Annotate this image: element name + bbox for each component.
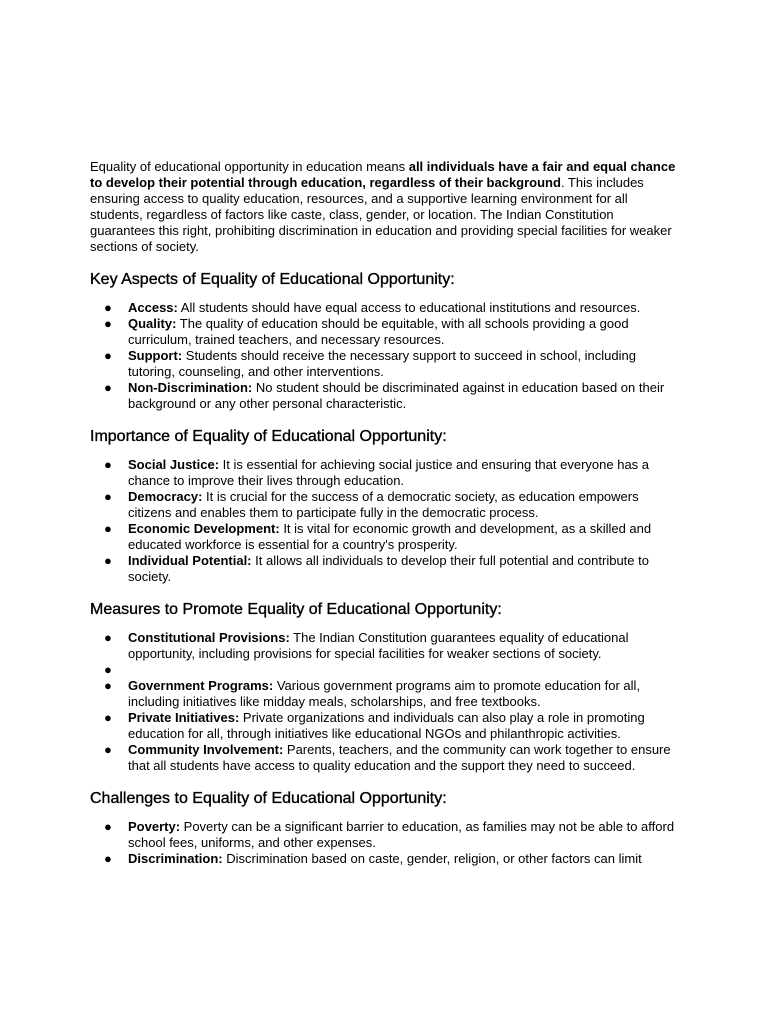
list-item: [90, 630, 682, 662]
item-text: Discrimination based on caste, gender, religion, or other factors can limit: [222, 851, 642, 866]
list-item: [90, 819, 682, 851]
bullet-icon: ●: [104, 457, 112, 472]
heading-importance: Importance of Equality of Educational Opportunity:: [90, 428, 447, 445]
bullet-icon: ●: [104, 300, 112, 315]
item-text: Parents, teachers, and the community can work together to ensure that all students have access to quality education and the support they need to succeed.: [128, 742, 671, 773]
list-item: [90, 710, 682, 742]
item-text: It allows all individuals to develop their full potential and contribute to society.: [128, 553, 649, 584]
item-text: Various government programs aim to promote education for all, including initiatives like midday meals, scholarships, and free textbooks.: [128, 678, 641, 709]
list-item: [90, 380, 682, 412]
list-item-empty: [90, 662, 682, 678]
list-item: [90, 489, 682, 521]
heading-measures: Measures to Promote Equality of Educational Opportunity:: [90, 601, 502, 618]
item-term: Non-Discrimination:: [128, 380, 253, 395]
item-term: Community Involvement:: [128, 742, 284, 757]
list-item: [90, 521, 682, 553]
intro-lead: Equality of educational opportunity in education means: [90, 159, 409, 174]
intro-paragraph: [90, 159, 682, 255]
item-text: It is vital for economic growth and development, as a skilled and educated workforce is essential for a country's prosperity.: [128, 521, 652, 552]
bullet-icon: ●: [104, 678, 112, 693]
item-term: Discrimination:: [128, 851, 223, 866]
item-text: The quality of education should be equitable, with all schools providing a good curriculum, trained teachers, and necessary resources.: [128, 316, 629, 347]
bullet-icon: ●: [104, 316, 112, 331]
list-item: [90, 553, 682, 585]
list-item: [90, 678, 682, 710]
item-term: Economic Development:: [128, 521, 280, 536]
item-term: Quality:: [128, 316, 177, 331]
item-term: Individual Potential:: [128, 553, 252, 568]
heading-challenges: Challenges to Equality of Educational Opportunity:: [90, 790, 447, 807]
bullet-icon: ●: [104, 742, 112, 757]
item-text: Poverty can be a significant barrier to education, as families may not be able to afford school fees, uniforms, and other expenses.: [128, 819, 675, 850]
list-item: [90, 316, 682, 348]
bullet-icon: ●: [104, 380, 112, 395]
item-term: Support:: [128, 348, 183, 363]
item-term: Access:: [128, 300, 178, 315]
list-importance: [90, 457, 682, 585]
item-text: Private organizations and individuals can also play a role in promoting education for all, through initiatives like educational NGOs and philanthropic activities.: [128, 710, 645, 741]
list-measures: [90, 630, 682, 774]
bullet-icon: ●: [104, 819, 112, 834]
list-key-aspects: [90, 300, 682, 412]
item-term: Private Initiatives:: [128, 710, 240, 725]
heading-key-aspects: Key Aspects of Equality of Educational Opportunity:: [90, 271, 455, 288]
bullet-icon: ●: [104, 553, 112, 568]
bullet-icon: ●: [104, 348, 112, 363]
item-text: All students should have equal access to educational institutions and resources.: [177, 300, 641, 315]
bullet-icon: ●: [104, 489, 112, 504]
item-term: Social Justice:: [128, 457, 220, 472]
bullet-icon: ●: [104, 662, 112, 677]
list-item: [90, 457, 682, 489]
item-term: Government Programs:: [128, 678, 274, 693]
intro-bold: all individuals have a fair and equal chance to develop their potential through education, regardless of their background: [90, 159, 676, 190]
bullet-icon: ●: [104, 851, 112, 866]
item-term: Poverty:: [128, 819, 181, 834]
list-item: [90, 300, 682, 316]
list-item: [90, 742, 682, 774]
bullet-icon: ●: [104, 710, 112, 725]
intro-tail: . This includes ensuring access to quality education, resources, and a supportive learning environment for all students, regardless of factors like caste, class, gender, or location. The Indian Constitution guarantees this right, prohibiting discrimination in education and providing special facilities for weaker sections of society.: [90, 175, 672, 254]
list-item: [90, 851, 682, 867]
item-text: It is crucial for the success of a democratic society, as education empowers citizens and enables them to participate fully in the democratic process.: [128, 489, 639, 520]
item-text: The Indian Constitution guarantees equality of educational opportunity, including provisions for special facilities for weaker sections of society.: [128, 630, 629, 661]
document-content: [90, 159, 682, 867]
bullet-icon: ●: [104, 521, 112, 536]
list-challenges: [90, 819, 682, 867]
list-item: [90, 348, 682, 380]
item-term: Democracy:: [128, 489, 203, 504]
item-term: Constitutional Provisions:: [128, 630, 290, 645]
bullet-icon: ●: [104, 630, 112, 645]
item-text: Students should receive the necessary support to succeed in school, including tutoring, counseling, and other interventions.: [128, 348, 636, 379]
item-text: No student should be discriminated against in education based on their background or any other personal characteristic.: [128, 380, 665, 411]
item-text: It is essential for achieving social justice and ensuring that everyone has a chance to improve their lives through education.: [128, 457, 650, 488]
